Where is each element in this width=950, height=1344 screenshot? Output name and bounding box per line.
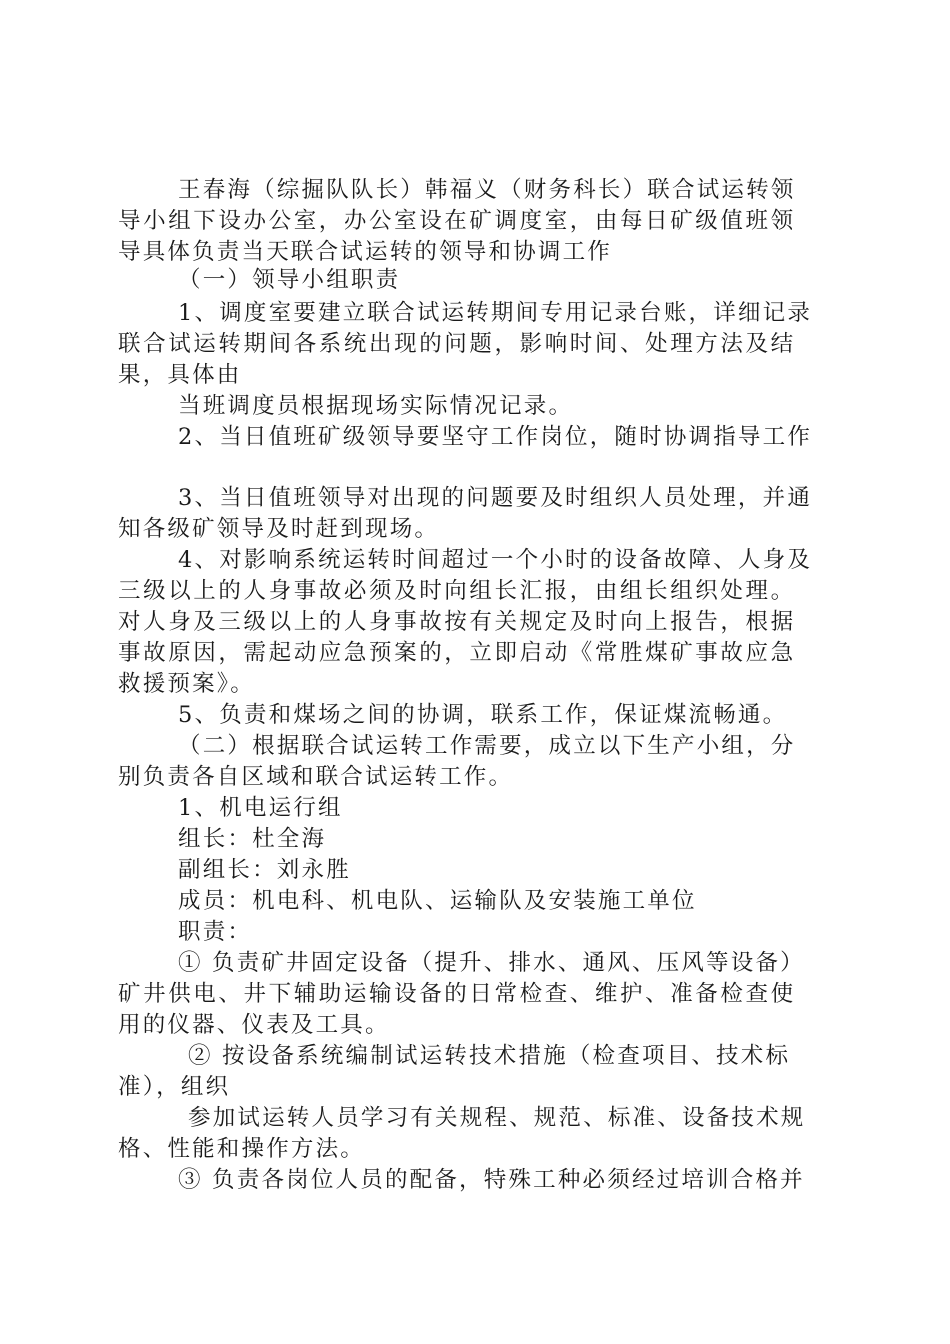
paragraph-line: 矿井供电、井下辅助运输设备的日常检查、维护、准备检查使 <box>118 981 796 1007</box>
paragraph-line: 三级以上的人身事故必须及时向组长汇报，由组长组织处理。 <box>118 578 796 604</box>
paragraph-line: 副组长：刘永胜 <box>178 857 351 883</box>
paragraph-line: 别负责各自区域和联合试运转工作。 <box>118 764 514 790</box>
paragraph-line: ① 负责矿井固定设备（提升、排水、通风、压风等设备） <box>178 950 805 976</box>
section-heading: （二）根据联合试运转工作需要，成立以下生产小组，分 <box>178 733 796 759</box>
paragraph-line: 参加试运转人员学习有关规程、规范、标准、设备技术规 <box>188 1105 806 1131</box>
paragraph-line: 1、调度室要建立联合试运转期间专用记录台账，详细记录 <box>178 300 813 326</box>
paragraph-line: 当班调度员根据现场实际情况记录。 <box>178 393 574 419</box>
subheading: 1、机电运行组 <box>178 795 343 821</box>
paragraph-line: 准），组织 <box>118 1074 231 1100</box>
paragraph-line: 4、对影响系统运转时间超过一个小时的设备故障、人身及 <box>178 547 813 573</box>
paragraph-line: 成员：机电科、机电队、运输队及安装施工单位 <box>178 888 697 914</box>
paragraph-line: 组长：杜全海 <box>178 826 327 852</box>
paragraph-line: 3、当日值班领导对出现的问题要及时组织人员处理，并通 <box>178 485 813 511</box>
section-heading: （一）领导小组职责 <box>178 267 401 293</box>
paragraph-line: 事故原因，需起动应急预案的，立即启动《常胜煤矿事故应急 <box>118 640 796 666</box>
paragraph-line: 救援预案》。 <box>118 671 255 697</box>
paragraph-line: 职责： <box>178 919 253 945</box>
paragraph-line: 果，具体由 <box>118 362 242 388</box>
paragraph-line: ③ 负责各岗位人员的配备，特殊工种必须经过培训合格并 <box>178 1167 805 1193</box>
paragraph-line: 对人身及三级以上的人身事故按有关规定及时向上报告，根据 <box>118 609 796 635</box>
paragraph-line: ② 按设备系统编制试运转技术措施（检查项目、技术标 <box>188 1043 791 1069</box>
paragraph-line: 导小组下设办公室，办公室设在矿调度室，由每日矿级值班领 <box>118 208 796 234</box>
paragraph-line: 王春海（综掘队队长）韩福义（财务科长）联合试运转领 <box>178 177 796 203</box>
paragraph-line: 格、性能和操作方法。 <box>118 1136 366 1162</box>
paragraph-line: 导具体负责当天联合试运转的领导和协调工作 <box>118 239 613 265</box>
paragraph-line: 联合试运转期间各系统出现的问题，影响时间、处理方法及结 <box>118 331 796 357</box>
paragraph-line: 知各级矿领导及时赶到现场。 <box>118 516 440 542</box>
paragraph-line: 2、当日值班矿级领导要坚守工作岗位，随时协调指导工作 <box>178 424 813 450</box>
paragraph-line: 5、负责和煤场之间的协调，联系工作，保证煤流畅通。 <box>178 702 788 728</box>
paragraph-line: 用的仪器、仪表及工具。 <box>118 1012 390 1038</box>
